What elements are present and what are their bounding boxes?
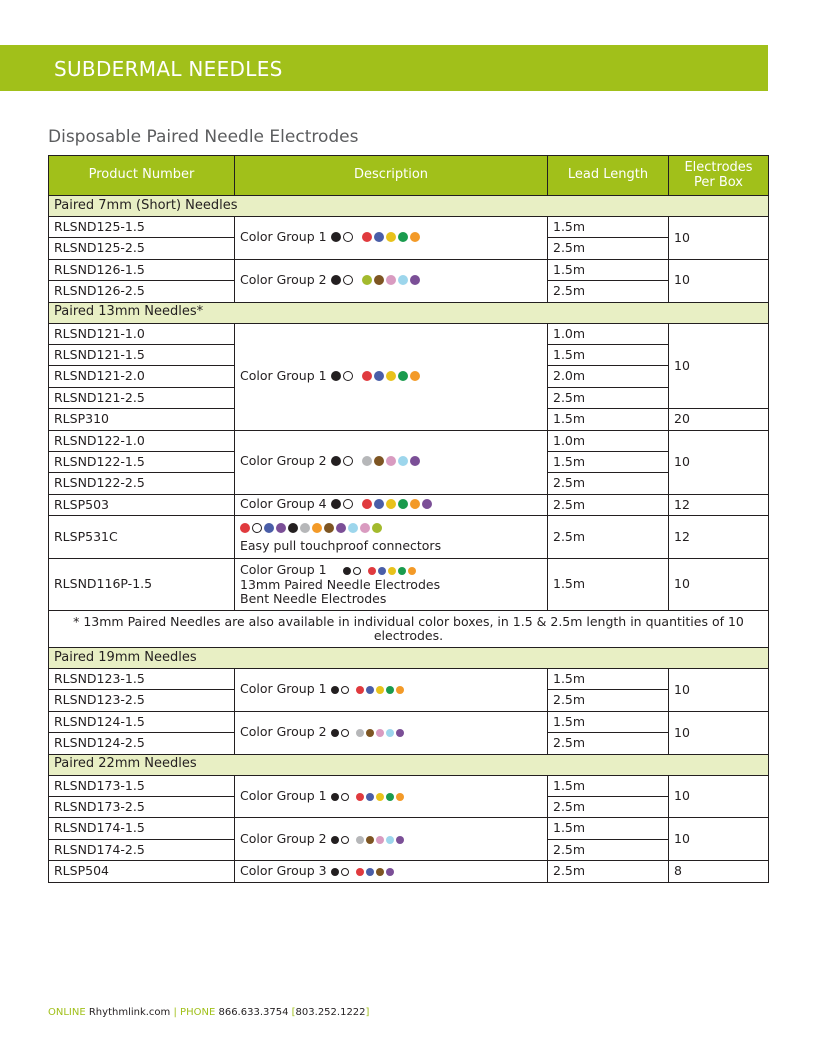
- lead-length: 2.5m: [548, 238, 669, 259]
- color-dots: [331, 790, 407, 804]
- description-cell: [235, 669, 548, 712]
- white-dot: [343, 456, 353, 466]
- gray-dot: [362, 456, 372, 466]
- purple-dot: [396, 836, 404, 844]
- product-number: RLSND124-1.5: [49, 711, 235, 732]
- white-dot: [252, 523, 262, 533]
- color-group-label: Color Group 4: [240, 496, 327, 512]
- lead-length: 2.5m: [548, 797, 669, 818]
- lead-length: 2.0m: [548, 366, 669, 387]
- footer-bracket-close: ]: [365, 1007, 370, 1018]
- purple-dot: [410, 275, 420, 285]
- color-group-label: Color Group 1: [240, 229, 327, 245]
- green-dot: [398, 499, 408, 509]
- lead-length: 2.5m: [548, 281, 669, 302]
- electrodes-per-box: 12: [669, 494, 769, 515]
- electrodes-per-box: 10: [669, 217, 769, 260]
- red-dot: [362, 232, 372, 242]
- pink-dot: [386, 275, 396, 285]
- yellow-dot: [376, 686, 384, 694]
- lead-length: 2.5m: [548, 516, 669, 559]
- lead-length: 1.5m: [548, 711, 669, 732]
- gray-dot: [356, 836, 364, 844]
- black-dot: [343, 567, 351, 575]
- header-electrodes-per-box: [669, 156, 769, 196]
- blue-dot: [374, 232, 384, 242]
- footer-alt-phone: 803.252.1222: [295, 1007, 366, 1018]
- product-number: RLSP504: [49, 861, 235, 882]
- product-number: RLSND173-2.5: [49, 797, 235, 818]
- gray-dot: [356, 729, 364, 737]
- yellow-dot: [376, 793, 384, 801]
- electrodes-per-box: 8: [669, 861, 769, 882]
- page-title: SUBDERMAL NEEDLES: [54, 57, 283, 81]
- green-dot: [386, 686, 394, 694]
- color-dots: [331, 455, 422, 469]
- white-dot: [343, 275, 353, 285]
- olive-dot: [372, 523, 382, 533]
- header-electrodes-line1: Electrodes: [684, 159, 753, 175]
- black-dot: [331, 793, 339, 801]
- black-dot: [331, 499, 341, 509]
- color-dots: [331, 370, 422, 384]
- product-number: RLSND124-2.5: [49, 733, 235, 754]
- table-row: [49, 818, 769, 839]
- product-table: [48, 155, 769, 883]
- header-banner: [0, 45, 768, 91]
- section-row-13mm: [49, 302, 769, 323]
- description-cell: [235, 323, 548, 430]
- blue-dot: [366, 793, 374, 801]
- lead-length: 1.0m: [548, 430, 669, 451]
- lightblue-dot: [398, 275, 408, 285]
- table-row: [49, 494, 769, 515]
- header-lead-length: Lead Length: [548, 156, 669, 196]
- section-row-7mm: [49, 196, 769, 217]
- color-dots: [331, 726, 407, 740]
- color-group-label: Color Group 2: [240, 830, 327, 846]
- lead-length: 1.5m: [548, 775, 669, 796]
- brown-dot: [324, 523, 334, 533]
- white-dot: [341, 686, 349, 694]
- electrodes-per-box: 20: [669, 409, 769, 430]
- red-dot: [362, 499, 372, 509]
- electrodes-per-box: 10: [669, 430, 769, 494]
- product-number: RLSND125-1.5: [49, 217, 235, 238]
- lead-length: 1.5m: [548, 217, 669, 238]
- yellow-dot: [386, 499, 396, 509]
- section-row-19mm: [49, 648, 769, 669]
- purple-dot: [396, 729, 404, 737]
- brown-dot: [366, 729, 374, 737]
- product-number: RLSP310: [49, 409, 235, 430]
- footer-online-label: ONLINE: [48, 1007, 86, 1018]
- black-dot: [331, 232, 341, 242]
- electrodes-per-box: 10: [669, 259, 769, 302]
- purple-dot: [410, 456, 420, 466]
- red-dot: [356, 686, 364, 694]
- electrodes-per-box: 10: [669, 669, 769, 712]
- lightblue-dot: [386, 836, 394, 844]
- product-number: RLSP531C: [49, 516, 235, 559]
- description-cell: [235, 818, 548, 861]
- description-cell: [235, 259, 548, 302]
- pink-dot: [376, 729, 384, 737]
- lightblue-dot: [398, 456, 408, 466]
- header-description: Description: [235, 156, 548, 196]
- electrodes-per-box: 10: [669, 559, 769, 611]
- yellow-dot: [386, 232, 396, 242]
- lead-length: 1.5m: [548, 669, 669, 690]
- description-cell: [235, 516, 548, 559]
- orange-dot: [410, 499, 420, 509]
- orange-dot: [312, 523, 322, 533]
- connector-caption: Easy pull touchproof connectors: [240, 538, 442, 554]
- page-footer: [48, 1007, 369, 1018]
- blue-dot: [366, 868, 374, 876]
- table-row: [49, 669, 769, 690]
- purple-dot: [386, 868, 394, 876]
- footer-phone-label: PHONE: [180, 1007, 216, 1018]
- section-label: Paired 13mm Needles*: [49, 302, 769, 323]
- lead-length: 2.5m: [548, 387, 669, 408]
- color-group-label: Color Group 2: [240, 271, 327, 287]
- product-number: RLSND123-1.5: [49, 669, 235, 690]
- product-number: RLSND125-2.5: [49, 238, 235, 259]
- black-dot: [288, 523, 298, 533]
- lead-length: 1.0m: [548, 323, 669, 344]
- black-dot: [331, 868, 339, 876]
- gray-dot: [300, 523, 310, 533]
- table-header-row: [49, 156, 769, 196]
- green-dot: [398, 567, 406, 575]
- color-dots: [331, 865, 397, 879]
- purple-dot: [422, 499, 432, 509]
- section-label: Paired 7mm (Short) Needles: [49, 196, 769, 217]
- orange-dot: [408, 567, 416, 575]
- white-dot: [343, 232, 353, 242]
- lightblue-dot: [386, 729, 394, 737]
- black-dot: [331, 371, 341, 381]
- description-cell: [235, 559, 548, 611]
- color-dots: [331, 274, 422, 288]
- product-number: RLSND121-2.5: [49, 387, 235, 408]
- orange-dot: [410, 371, 420, 381]
- product-number: RLSND122-2.5: [49, 473, 235, 494]
- brown-dot: [376, 868, 384, 876]
- table-row: [49, 323, 769, 344]
- table-row: [49, 430, 769, 451]
- white-dot: [341, 836, 349, 844]
- description-cell: [235, 494, 548, 515]
- electrodes-per-box: 10: [669, 775, 769, 818]
- product-number: RLSND173-1.5: [49, 775, 235, 796]
- lead-length: 2.5m: [548, 861, 669, 882]
- description-cell: [235, 711, 548, 754]
- pink-dot: [386, 456, 396, 466]
- description-cell: [235, 430, 548, 494]
- blue-dot: [264, 523, 274, 533]
- color-group-label: Color Group 2: [240, 724, 327, 740]
- note-row: [49, 611, 769, 648]
- black-dot: [331, 686, 339, 694]
- color-group-label: Color Group 1: [240, 787, 327, 803]
- product-number: RLSND122-1.0: [49, 430, 235, 451]
- green-dot: [398, 232, 408, 242]
- lead-length: 2.5m: [548, 473, 669, 494]
- product-number: RLSND123-2.5: [49, 690, 235, 711]
- color-dots: [331, 683, 407, 697]
- product-number: RLSND121-1.5: [49, 344, 235, 365]
- color-group-label: Color Group 1: [240, 681, 327, 697]
- black-dot: [331, 456, 341, 466]
- footer-phone: 866.633.3754: [218, 1007, 289, 1018]
- blue-dot: [366, 686, 374, 694]
- color-dots: [343, 564, 419, 578]
- product-number: RLSND122-1.5: [49, 451, 235, 472]
- color-dots: [331, 833, 407, 847]
- lead-length: 1.5m: [548, 451, 669, 472]
- electrodes-per-box: 10: [669, 711, 769, 754]
- white-dot: [341, 868, 349, 876]
- color-dots: [331, 498, 434, 512]
- product-number: RLSND126-1.5: [49, 259, 235, 280]
- red-dot: [356, 868, 364, 876]
- lead-length: 1.5m: [548, 559, 669, 611]
- brown-dot: [374, 456, 384, 466]
- table-row: [49, 516, 769, 559]
- purple-dot: [336, 523, 346, 533]
- table-row: [49, 861, 769, 882]
- orange-dot: [410, 232, 420, 242]
- color-group-label: Color Group 1: [240, 561, 327, 577]
- black-dot: [331, 729, 339, 737]
- product-number: RLSND121-2.0: [49, 366, 235, 387]
- red-dot: [368, 567, 376, 575]
- green-dot: [386, 793, 394, 801]
- black-dot: [331, 836, 339, 844]
- white-dot: [343, 371, 353, 381]
- blue-dot: [378, 567, 386, 575]
- orange-dot: [396, 686, 404, 694]
- yellow-dot: [386, 371, 396, 381]
- color-group-label: Color Group 1: [240, 367, 327, 383]
- section-label: Paired 22mm Needles: [49, 754, 769, 775]
- lead-length: 1.5m: [548, 818, 669, 839]
- product-number: RLSND174-1.5: [49, 818, 235, 839]
- table-row: [49, 775, 769, 796]
- product-number: RLSND174-2.5: [49, 839, 235, 860]
- description-cell: [235, 861, 548, 882]
- white-dot: [343, 499, 353, 509]
- product-number: RLSND121-1.0: [49, 323, 235, 344]
- color-dots: [240, 522, 384, 536]
- section-subtitle: Disposable Paired Needle Electrodes: [48, 127, 359, 147]
- lead-length: 1.5m: [548, 344, 669, 365]
- lightblue-dot: [348, 523, 358, 533]
- header-product-number: Product Number: [49, 156, 235, 196]
- yellow-dot: [388, 567, 396, 575]
- electrodes-per-box: 10: [669, 323, 769, 409]
- red-dot: [240, 523, 250, 533]
- header-electrodes-line2: Per Box: [693, 174, 744, 190]
- description-cell: [235, 217, 548, 260]
- lead-length: 2.5m: [548, 733, 669, 754]
- description-line: 13mm Paired Needle Electrodes: [240, 576, 441, 592]
- white-dot: [341, 793, 349, 801]
- product-number: RLSP503: [49, 494, 235, 515]
- color-dots: [331, 231, 422, 245]
- blue-dot: [374, 499, 384, 509]
- footer-bracket-open: [: [291, 1007, 296, 1018]
- pink-dot: [360, 523, 370, 533]
- table-row: [49, 217, 769, 238]
- brown-dot: [374, 275, 384, 285]
- olive-dot: [362, 275, 372, 285]
- red-dot: [362, 371, 372, 381]
- product-number: RLSND116P-1.5: [49, 559, 235, 611]
- electrodes-per-box: 10: [669, 818, 769, 861]
- section-label: Paired 19mm Needles: [49, 648, 769, 669]
- lead-length: 2.5m: [548, 839, 669, 860]
- color-group-label: Color Group 2: [240, 453, 327, 469]
- product-number: RLSND126-2.5: [49, 281, 235, 302]
- red-dot: [356, 793, 364, 801]
- lead-length: 1.5m: [548, 259, 669, 280]
- color-group-label: Color Group 3: [240, 862, 327, 878]
- lead-length: 2.5m: [548, 494, 669, 515]
- footer-website-link[interactable]: Rhythmlink.com: [88, 1007, 171, 1018]
- purple-dot: [276, 523, 286, 533]
- description-line: Bent Needle Electrodes: [240, 591, 387, 607]
- orange-dot: [396, 793, 404, 801]
- white-dot: [341, 729, 349, 737]
- footer-separator: |: [173, 1007, 177, 1018]
- pink-dot: [376, 836, 384, 844]
- green-dot: [398, 371, 408, 381]
- brown-dot: [366, 836, 374, 844]
- lead-length: 2.5m: [548, 690, 669, 711]
- table-row: [49, 711, 769, 732]
- availability-note: * 13mm Paired Needles are also available in individual color boxes, in 1.5 & 2.5m length in quantities of 10 electrodes.: [49, 611, 769, 648]
- section-row-22mm: [49, 754, 769, 775]
- table-row: [49, 259, 769, 280]
- description-cell: [235, 775, 548, 818]
- black-dot: [331, 275, 341, 285]
- lead-length: 1.5m: [548, 409, 669, 430]
- table-row: [49, 559, 769, 611]
- blue-dot: [374, 371, 384, 381]
- electrodes-per-box: 12: [669, 516, 769, 559]
- white-dot: [353, 567, 361, 575]
